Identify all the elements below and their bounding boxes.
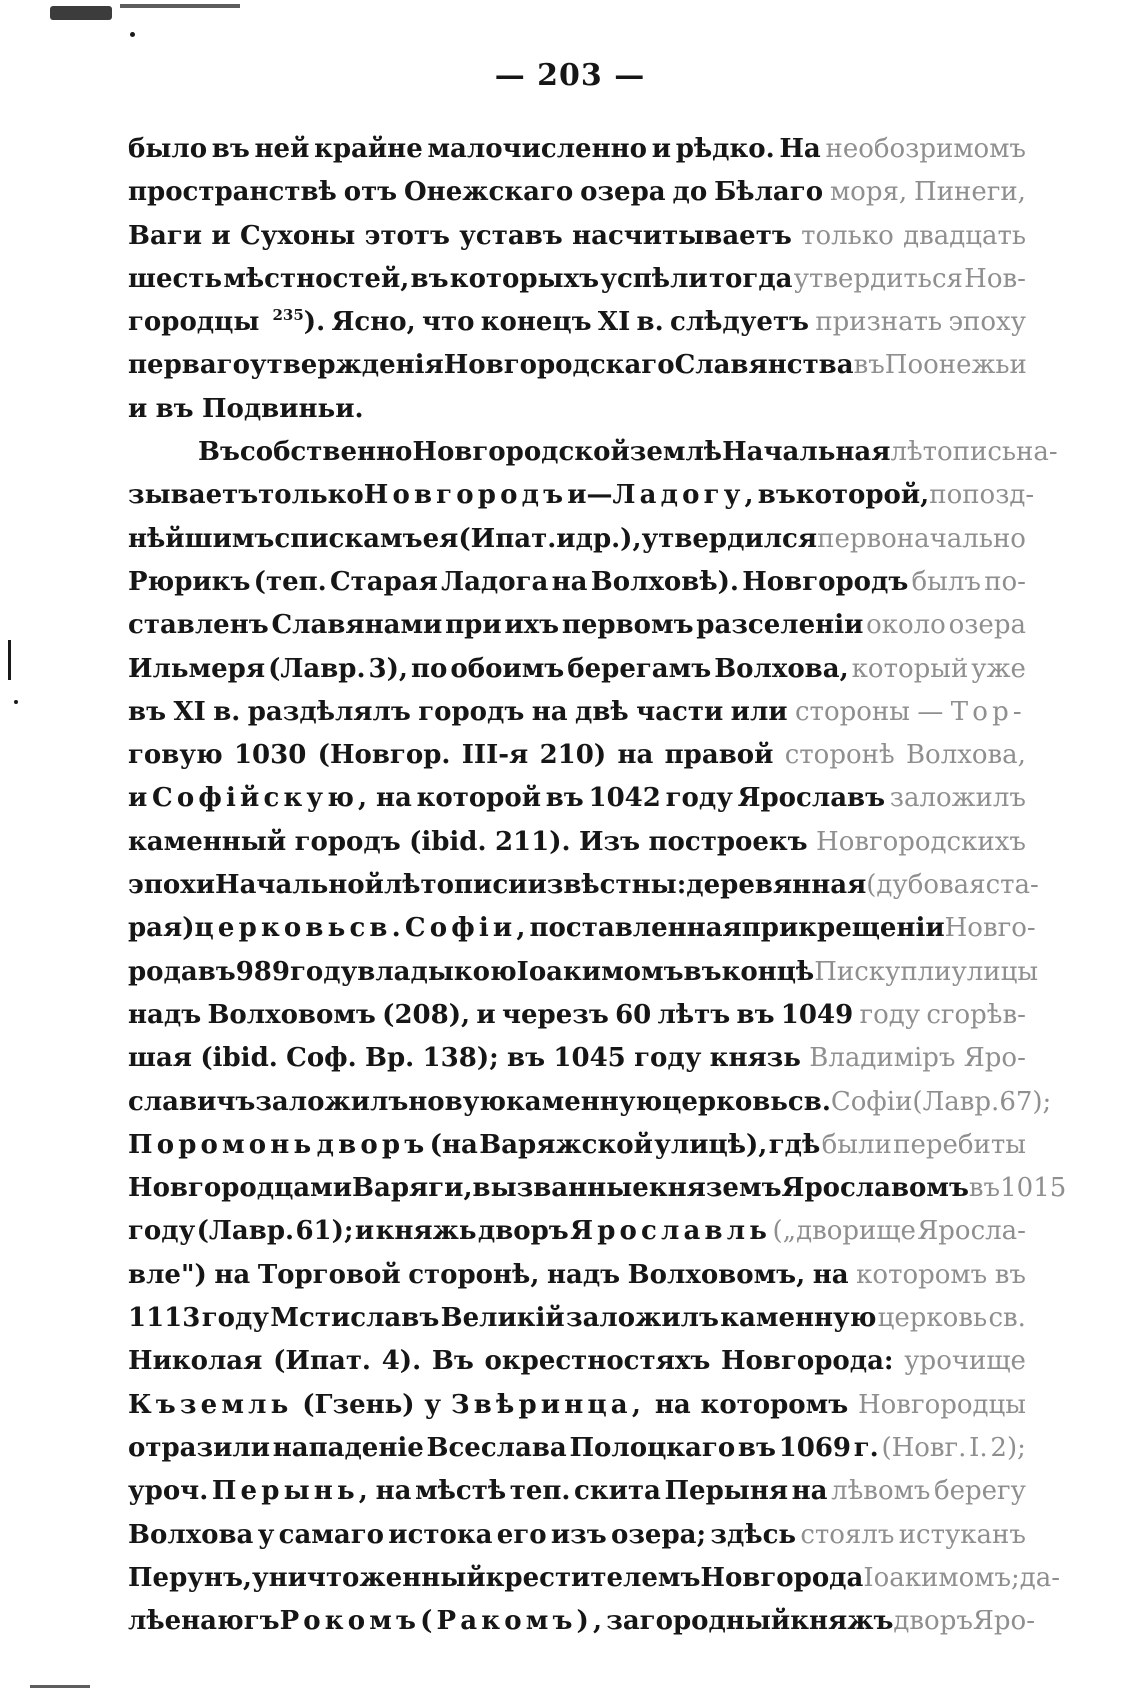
text-line: шесть мѣстностей, въ которыхъ успѣли тогда утвердиться Нов- [128, 263, 1026, 294]
text-line: Ваги и Сухоны этотъ уставъ насчитываетъ только двадцать [128, 220, 1026, 251]
text-line: и въ Подвиньи. [128, 393, 364, 424]
text-line: Къземль (Гзень) у Звѣринца, на которомъ Новгородцы [128, 1389, 1026, 1420]
text-line: Новгородцами Варяги, вызванные княземъ Ярославомъ въ 1015 [128, 1173, 1067, 1204]
text-line: каменный городъ (ibid. 211). Изъ построекъ Новгородскихъ [128, 826, 1026, 857]
footnote-marker: 235 [272, 306, 304, 325]
text-line: Волхова у самаго истока его изъ озера; здѣсь стоялъ истуканъ [128, 1519, 1026, 1550]
text-line: ставленъ Славянами при ихъ первомъ разселеніи около озера [128, 610, 1026, 641]
text-line: было въ ней крайне малочисленно и рѣдко. На необозримомъ [128, 134, 1026, 164]
text-line: говую 1030 (Новгор. III-я 210) на правой сторонѣ Волхова, [128, 740, 1026, 771]
text-line: Поромонь дворъ (на Варяжской улицѣ), гдѣ были перебиты [128, 1129, 1026, 1160]
text-line: въ XI в. раздѣлялъ городъ на двѣ части или стороны — Тор- [128, 696, 1026, 727]
text-line: нѣйшимъ спискамъ ея (Ипат. и др.), утвердился первоначально [128, 523, 1026, 554]
text-line: городцы $^{235}$). Ясно, что конецъ XI в. слѣдуетъ признать эпоху [128, 306, 1026, 338]
text-line: Николая (Ипат. 4). Въ окрестностяхъ Новгорода: урочище [128, 1346, 1026, 1377]
scan-speck [130, 32, 135, 37]
text-line: году (Лавр. 61); и княжь дворъ Ярославль („дворище Яросла- [128, 1216, 1026, 1247]
text-line: перваго утвержденія Новгородскаго Славянства въ Поонежьи [128, 350, 1027, 381]
text-line: зываетъ только Новгородъ и — Ладогу, въ которой, по позд- [128, 480, 1035, 511]
body-text [128, 128, 1067, 1643]
text-line: Въ собственно Новгородской землѣ Начальная лѣтопись на- [198, 437, 1058, 468]
scan-speck [8, 640, 11, 680]
text-line: шая (ibid. Соф. Вр. 138); въ 1045 году князь Владиміръ Яро- [128, 1043, 1026, 1074]
text-line: Рюрикъ (теп. Старая Ладога на Волховѣ). Новгородъ былъ по- [128, 566, 1026, 597]
text-line: отразили нападеніе Всеслава Полоцкаго въ 1069 г. (Новг. I. 2); [128, 1432, 1026, 1463]
text-line: уроч. Перынь, на мѣстѣ теп. скита Перыня на лѣвомъ берегу [128, 1476, 1026, 1507]
text-line: рая) церковь св. Софіи, поставленная при крещеніи Новго- [128, 913, 1036, 944]
text-line: вле") на Торговой сторонѣ, надъ Волховомъ, на которомъ въ [128, 1259, 1026, 1290]
text-line: лѣе на югъ Рокомъ (Ракомъ), загородный княжъ дворъ Яро- [128, 1606, 1035, 1637]
scan-speck [120, 4, 240, 8]
scan-speck [14, 700, 18, 704]
text-line: славичъ заложилъ новую каменную церковь св. Софіи (Лавр. 67); [128, 1086, 1052, 1117]
text-line: и Софійскую, на которой въ 1042 году Ярославъ заложилъ [128, 783, 1026, 814]
scan-speck [30, 1685, 90, 1688]
page-number: — 203 — [494, 58, 646, 93]
text-line: 1113 году Мстиславъ Великій заложилъ каменную церковь св. [128, 1303, 1026, 1334]
text-line: Перунъ, уничтоженный крестителемъ Новгорода Іоакимомъ; да- [128, 1562, 1061, 1593]
text-line: пространствѣ отъ Онежскаго озера до Бѣлаго моря, Пинеги, [128, 177, 1026, 208]
scan-speck [50, 6, 112, 20]
text-line: рода въ 989 году владыкою Іоакимомъ въ концѣ Пискупли улицы [128, 956, 1039, 987]
text-line: эпохи Начальной лѣтописи извѣстны: деревянная (дубовая ста- [128, 870, 1039, 901]
text-line: надъ Волховомъ (208), и черезъ 60 лѣтъ въ 1049 году сгорѣв- [128, 999, 1026, 1030]
text-line: Ильмеря (Лавр. 3), по обоимъ берегамъ Волхова, который уже [128, 653, 1026, 684]
